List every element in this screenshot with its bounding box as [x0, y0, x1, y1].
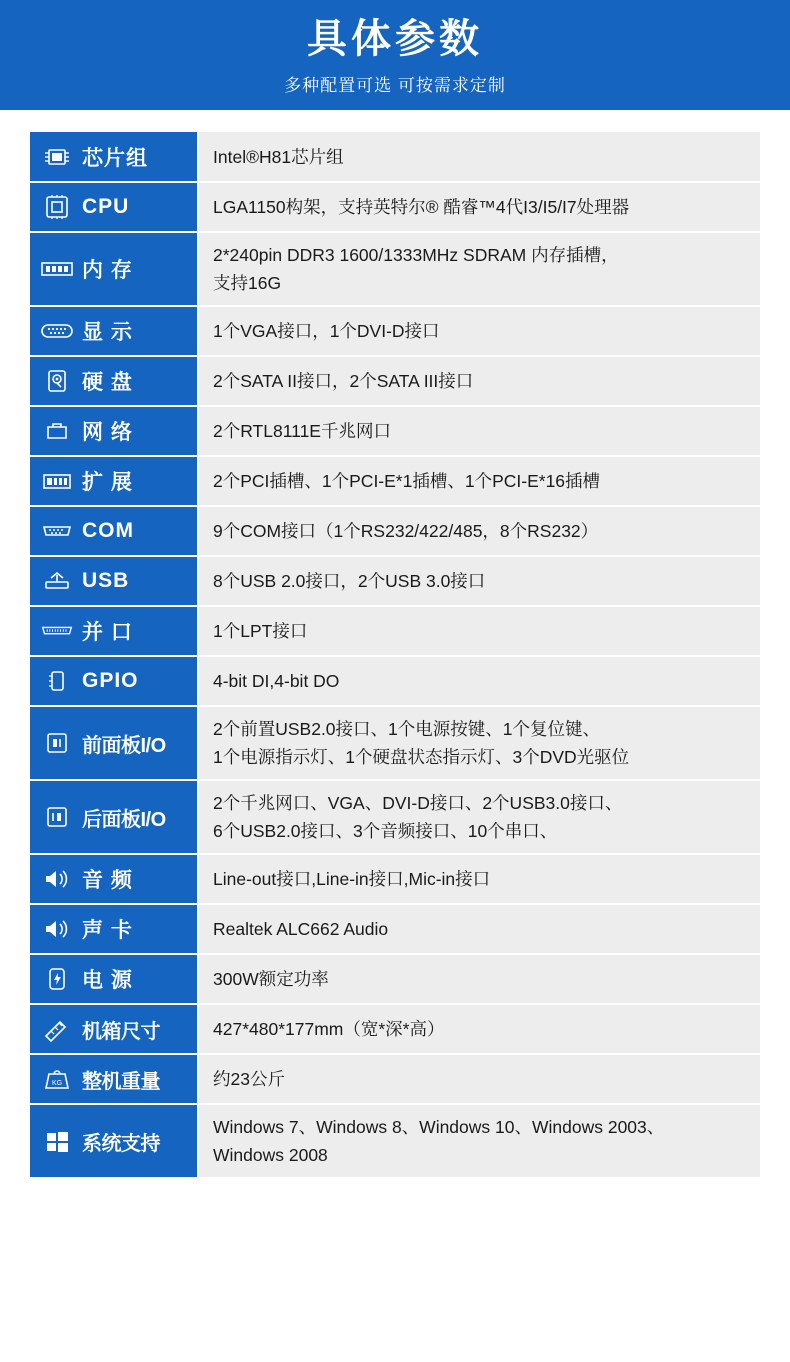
- spec-value-line: 2个PCI插槽、1个PCI-E*1插槽、1个PCI-E*16插槽: [213, 471, 601, 491]
- spec-label-weight: [30, 1054, 198, 1104]
- front-panel-icon: [40, 728, 74, 758]
- spec-value-cpu: [198, 182, 760, 232]
- spec-value-line: 支持16G: [213, 273, 282, 293]
- spec-value-line: 9个COM接口（1个RS232/422/485，8个RS232）: [213, 521, 599, 541]
- memory-icon: [40, 254, 74, 284]
- spec-value-expansion: [198, 456, 760, 506]
- spec-table: [30, 132, 760, 1179]
- spec-value-memory: [198, 232, 760, 306]
- spec-table-body: [30, 132, 760, 1178]
- spec-label-text: 芯片组: [82, 146, 148, 170]
- spec-label-gpio: [30, 656, 198, 706]
- spec-table-container: [0, 110, 790, 1179]
- spec-label-audio: [30, 854, 198, 904]
- spec-label-com: [30, 506, 198, 556]
- spec-label-text: 并 口: [82, 621, 133, 644]
- spec-label-os-support: [30, 1104, 198, 1178]
- spec-value-power: [198, 954, 760, 1004]
- cpu-icon: [40, 192, 74, 222]
- spec-label-text: 硬 盘: [82, 371, 133, 394]
- spec-label-text: 内 存: [82, 259, 133, 282]
- soundcard-icon: [40, 914, 74, 944]
- spec-label-text: 扩 展: [82, 471, 133, 494]
- page-title: 具体参数: [307, 16, 483, 61]
- spec-label-text: 声 卡: [82, 919, 133, 942]
- spec-label-display: [30, 306, 198, 356]
- table-row: [30, 182, 760, 232]
- expansion-icon: [40, 466, 74, 496]
- spec-value-harddisk: [198, 356, 760, 406]
- spec-value-line: 1个LPT接口: [213, 621, 308, 641]
- spec-label-expansion: [30, 456, 198, 506]
- spec-label-text: 整机重量: [82, 1070, 160, 1093]
- gpio-icon: [40, 666, 74, 696]
- spec-value-line: Windows 2008: [213, 1145, 328, 1165]
- spec-value-front-panel-io: [198, 706, 760, 780]
- spec-value-parallel: [198, 606, 760, 656]
- display-icon: [40, 316, 74, 346]
- spec-label-text: COM: [82, 519, 134, 542]
- spec-value-weight: [198, 1054, 760, 1104]
- chipset-icon: [40, 142, 74, 172]
- spec-value-line: 2个前置USB2.0接口、1个电源按键、1个复位键、: [213, 719, 601, 739]
- spec-label-cpu: [30, 182, 198, 232]
- spec-value-line: 300W额定功率: [213, 969, 329, 989]
- table-row: [30, 954, 760, 1004]
- spec-label-text: 网 络: [82, 421, 133, 444]
- usb-icon: [40, 566, 74, 596]
- spec-value-rear-panel-io: [198, 780, 760, 854]
- spec-label-harddisk: [30, 356, 198, 406]
- audio-icon: [40, 864, 74, 894]
- table-row: [30, 904, 760, 954]
- table-row: [30, 1104, 760, 1178]
- spec-value-line: 427*480*177mm（宽*深*高）: [213, 1019, 445, 1039]
- table-row: [30, 780, 760, 854]
- spec-value-network: [198, 406, 760, 456]
- chassis-size-icon: [40, 1014, 74, 1044]
- spec-label-text: 显 示: [82, 321, 133, 344]
- page-subtitle: 多种配置可选 可按需求定制: [284, 75, 506, 95]
- table-row: [30, 306, 760, 356]
- spec-value-line: 6个USB2.0接口、3个音频接口、10个串口、: [213, 821, 558, 841]
- spec-value-chipset: [198, 132, 760, 182]
- spec-value-line: 2个千兆网口、VGA、DVI-D接口、2个USB3.0接口、: [213, 793, 623, 813]
- svg-text:KG: KG: [51, 1080, 63, 1087]
- spec-label-text: 音 频: [82, 869, 133, 892]
- spec-label-text: GPIO: [82, 669, 139, 692]
- spec-label-text: CPU: [82, 195, 130, 218]
- spec-value-line: 2*240pin DDR3 1600/1333MHz SDRAM 内存插槽，: [213, 245, 619, 265]
- spec-label-text: 机箱尺寸: [82, 1020, 160, 1043]
- table-row: [30, 1054, 760, 1104]
- spec-value-line: 约23公斤: [213, 1069, 285, 1089]
- table-row: [30, 356, 760, 406]
- spec-label-chassis-size: [30, 1004, 198, 1054]
- spec-value-audio: [198, 854, 760, 904]
- spec-value-line: Line-out接口,Line-in接口,Mic-in接口: [213, 869, 491, 889]
- spec-label-text: 电 源: [82, 969, 133, 992]
- spec-value-chassis-size: [198, 1004, 760, 1054]
- table-row: [30, 556, 760, 606]
- spec-value-line: Realtek ALC662 Audio: [213, 919, 389, 939]
- spec-value-line: 8个USB 2.0接口，2个USB 3.0接口: [213, 571, 486, 591]
- spec-label-power: [30, 954, 198, 1004]
- spec-value-line: Windows 7、Windows 8、Windows 10、Windows 2003、: [213, 1117, 665, 1137]
- spec-label-rear-panel-io: [30, 780, 198, 854]
- table-row: [30, 506, 760, 556]
- spec-value-os-support: [198, 1104, 760, 1178]
- table-row: [30, 406, 760, 456]
- rear-panel-icon: [40, 802, 74, 832]
- spec-label-text: 后面板I/O: [82, 808, 166, 831]
- parallel-icon: [40, 616, 74, 646]
- table-row: [30, 606, 760, 656]
- table-row: [30, 854, 760, 904]
- spec-value-soundcard: [198, 904, 760, 954]
- power-icon: [40, 964, 74, 994]
- spec-label-network: [30, 406, 198, 456]
- spec-value-line: 2个RTL8111E千兆网口: [213, 421, 391, 441]
- spec-label-parallel: [30, 606, 198, 656]
- spec-value-usb: [198, 556, 760, 606]
- spec-label-usb: [30, 556, 198, 606]
- spec-value-line: 1个VGA接口，1个DVI-D接口: [213, 321, 440, 341]
- table-row: [30, 706, 760, 780]
- spec-value-line: 1个电源指示灯、1个硬盘状态指示灯、3个DVD光驱位: [213, 747, 630, 767]
- com-port-icon: [40, 516, 74, 546]
- network-icon: [40, 416, 74, 446]
- spec-label-text: 系统支持: [82, 1132, 160, 1155]
- spec-value-display: [198, 306, 760, 356]
- spec-label-soundcard: [30, 904, 198, 954]
- spec-value-line: LGA1150构架，支持英特尔® 酷睿™4代I3/I5/I7处理器: [213, 197, 630, 217]
- table-row: [30, 1004, 760, 1054]
- harddisk-icon: [40, 366, 74, 396]
- spec-value-gpio: [198, 656, 760, 706]
- spec-value-line: Intel®H81芯片组: [213, 146, 344, 167]
- spec-label-text: 前面板I/O: [82, 734, 166, 757]
- windows-icon: [40, 1126, 74, 1156]
- spec-label-front-panel-io: [30, 706, 198, 780]
- page-header: [0, 0, 790, 110]
- table-row: [30, 132, 760, 182]
- weight-icon: [40, 1064, 74, 1094]
- spec-label-text: USB: [82, 569, 130, 592]
- table-row: [30, 232, 760, 306]
- spec-value-line: 2个SATA II接口，2个SATA III接口: [213, 371, 474, 391]
- table-row: [30, 656, 760, 706]
- spec-value-line: 4-bit DI,4-bit DO: [213, 671, 340, 691]
- table-row: [30, 456, 760, 506]
- spec-value-com: [198, 506, 760, 556]
- spec-label-memory: [30, 232, 198, 306]
- spec-label-chipset: [30, 132, 198, 182]
